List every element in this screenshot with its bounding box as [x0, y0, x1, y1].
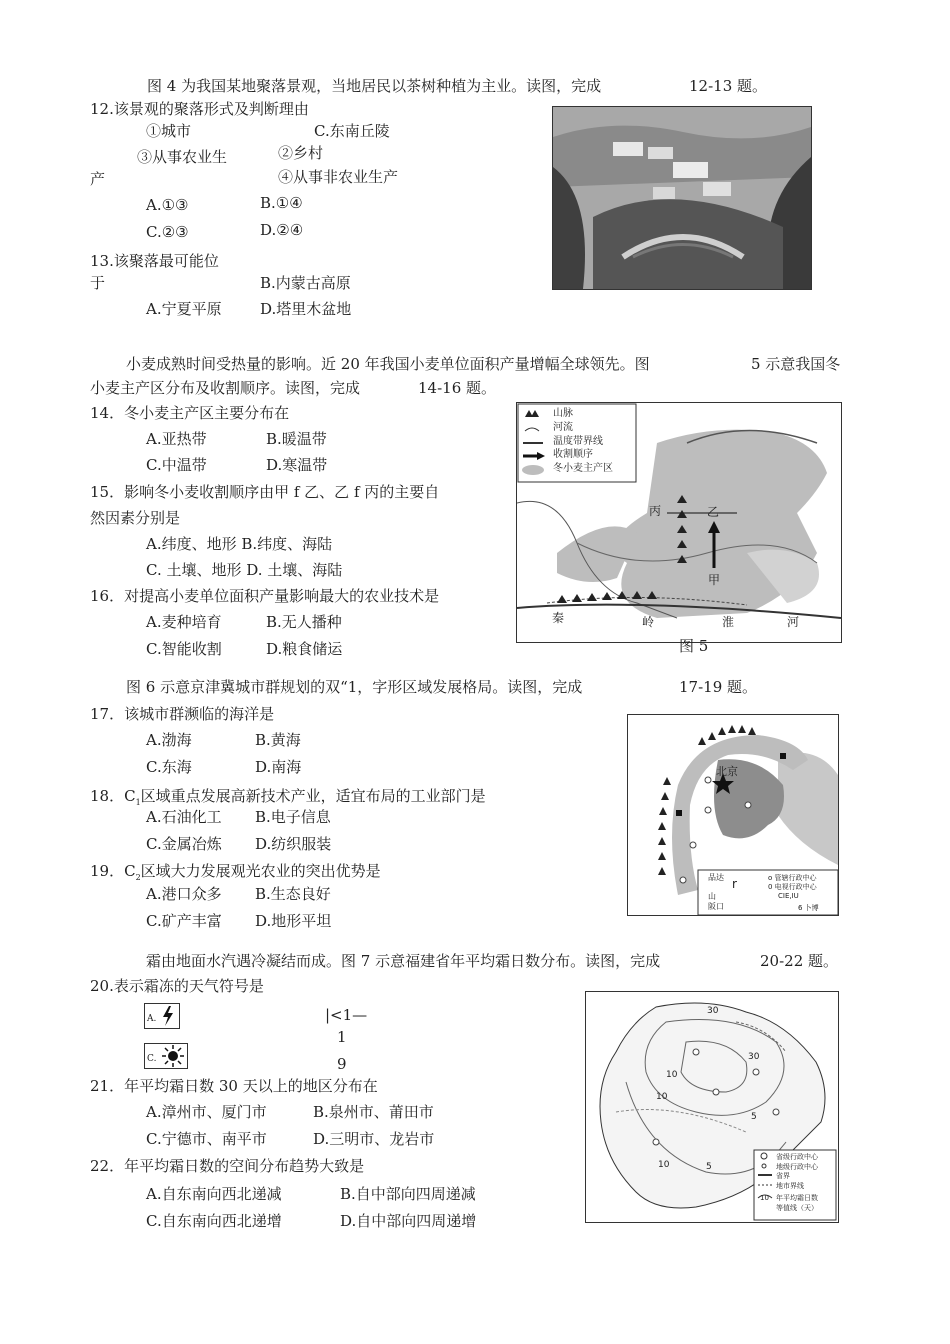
symbol-a-label: A. [147, 1014, 157, 1024]
q13-choice-a: A.宁夏平原 [146, 300, 222, 318]
legend-7-city-border: 地市界线 [776, 1182, 804, 1190]
q16-choice-c: C.智能收割 [146, 640, 222, 658]
q17-choice-d: D.南海 [255, 758, 302, 776]
option-2: ②乡村 [278, 144, 324, 162]
intro-14-16-range: 14-16 题。 [418, 379, 497, 397]
q15-choices-cd: C. 土壤、地形 D. 土壤、海陆 [146, 561, 343, 579]
contour-label-30b: 30 [748, 1052, 760, 1062]
q19-choice-a: A.港口众多 [146, 885, 222, 903]
q15-choices-ab: A.纬度、地形 B.纬度、海陆 [146, 535, 333, 553]
legend-7-isoline: 等值线（天） [776, 1204, 818, 1212]
question-13-cont: 于 [90, 274, 106, 292]
q16-choice-d: D.粮食储运 [266, 640, 343, 658]
legend-7-prefecture: 地级行政中心 [776, 1163, 818, 1171]
q18-choice-b: B.电子信息 [255, 808, 331, 826]
q19-choice-c: C.矿产丰富 [146, 912, 222, 930]
q21-choice-d: D.三明市、龙岩市 [313, 1130, 435, 1148]
q18-choice-d: D.纺织服装 [255, 835, 332, 853]
contour-label-30a: 30 [707, 1006, 719, 1016]
q12-choice-b: B.①④ [260, 194, 303, 212]
question-15-cont: 然因素分别是 [90, 509, 181, 527]
question-17: 17．该城市群濒临的海洋是 [90, 705, 275, 723]
q16-choice-b: B.无人播种 [266, 613, 342, 631]
q14-choice-d: D.寒温带 [266, 456, 328, 474]
q22-choice-b: B.自中部向四周递减 [340, 1185, 476, 1203]
legend-7-provincial: 省级行政中心 [776, 1153, 818, 1161]
q13-choice-b: B.内蒙古高原 [260, 274, 351, 292]
intro-20-22: 霜由地面水汽遇冷凝结而成。图 7 示意福建省年平均霜日数分布。读图，完成 [146, 952, 661, 970]
intro-17-19: 图 6 示意京津冀城市群规划的双“1，字形区域发展格局。读图，完成 [126, 678, 583, 696]
question-12: 12.该景观的聚落形式及判断理由 [90, 100, 309, 118]
legend-6-r4: 6 卜博 [798, 904, 819, 912]
label-qin: 秦 [552, 611, 565, 625]
legend-7-contour-num: 10 [760, 1194, 769, 1202]
q17-choice-c: C.东海 [146, 758, 192, 776]
legend-river: 河流 [553, 422, 573, 433]
label-jia: 甲 [708, 573, 721, 587]
label-bing: 丙 [649, 504, 662, 518]
question-18-prefix: 18．C [90, 787, 136, 805]
label-he: 河 [787, 615, 800, 629]
q19-choice-b: B.生态良好 [255, 885, 331, 903]
q21-choice-b: B.泉州市、莆田市 [313, 1103, 434, 1121]
intro-17-19-range: 17-19 题。 [679, 678, 758, 696]
option-4: ④从事非农业生产 [278, 168, 399, 186]
legend-6-r1: o 管辖行政中心 [768, 874, 817, 882]
legend-temperature-zone: 温度带界线 [553, 436, 603, 447]
intro-12-13: 图 4 为我国某地聚落景观，当地居民以茶树种植为主业。读图，完成 [147, 77, 602, 95]
q14-choice-b: B.暖温带 [266, 430, 327, 448]
contour-label-5b: 5 [706, 1162, 712, 1172]
legend-6-l3: 山 [708, 892, 716, 901]
legend-6-r3: CIE,IU [778, 892, 799, 900]
intro-14-16: 小麦成熟时间受热量的影响。近 20 年我国小麦单位面积产量增幅全球领先。图 [126, 355, 650, 373]
intro-14-16-fig: 5 示意我国冬 [751, 355, 841, 373]
question-16: 16．对提高小麦单位面积产量影响最大的农业技术是 [90, 587, 440, 605]
q17-choice-b: B.黄海 [255, 731, 301, 749]
question-18-sub: 1 [135, 798, 141, 807]
legend-7-province-border: 省界 [776, 1172, 790, 1180]
q13-choice-d: D.塔里木盆地 [260, 300, 352, 318]
option-1: ①城市 [146, 122, 192, 140]
legend-wheat-area: 冬小麦主产区 [553, 463, 613, 474]
fujian-frost-map [585, 991, 839, 1223]
q18-choice-c: C.金属冶炼 [146, 835, 222, 853]
question-20: 20.表示霜冻的天气符号是 [90, 977, 264, 995]
symbol-r1: |<1— [325, 1006, 368, 1024]
symbol-r2: 1 [337, 1028, 347, 1046]
q12-choice-d: D.②④ [260, 221, 304, 239]
symbol-c-label: C. [147, 1054, 157, 1064]
question-15: 15．影响冬小麦收割顺序由甲 f 乙、乙 f 丙的主要自 [90, 483, 440, 501]
contour-label-10c: 10 [658, 1160, 670, 1170]
label-beijing: 北京 [716, 765, 738, 778]
question-21: 21．年平均霜日数 30 天以上的地区分布在 [90, 1077, 378, 1095]
question-19 [90, 862, 381, 887]
intro-20-22-range: 20-22 题。 [760, 952, 839, 970]
label-huai: 淮 [722, 615, 735, 629]
legend-6-l4: 阪口 [708, 902, 724, 911]
legend-6-r2: 0 电视行政中心 [768, 883, 817, 891]
q22-choice-d: D.自中部向四周递增 [340, 1212, 477, 1230]
option-3-cont: 产 [90, 170, 106, 188]
wheat-map [516, 402, 842, 643]
jingjinji-map [627, 714, 839, 916]
contour-label-10a: 10 [666, 1070, 678, 1080]
intro-12-13-range: 12-13 题。 [689, 77, 768, 95]
q17-choice-a: A.渤海 [146, 731, 192, 749]
symbol-a-lightning-icon [144, 1003, 180, 1029]
question-19-text: 区域大力发展观光农业的突出优势是 [140, 862, 381, 880]
label-ling: 岭 [642, 615, 655, 629]
legend-mountain: 山脉 [553, 408, 573, 419]
settlement-photo [552, 106, 812, 290]
q21-choice-c: C.宁德市、南平市 [146, 1130, 267, 1148]
question-13: 13.该聚落最可能位 [90, 252, 219, 270]
label-yi: 乙 [707, 505, 720, 519]
q14-choice-c: C.中温带 [146, 456, 207, 474]
figure-5-caption: 图 5 [679, 637, 709, 655]
q22-choice-a: A.自东南向西北递减 [146, 1185, 282, 1203]
legend-harvest-order: 收割顺序 [553, 449, 593, 460]
intro-14-16-line2: 小麦主产区分布及收割顺序。读图，完成 [90, 379, 361, 397]
option-3: ③从事农业生 [137, 148, 228, 166]
question-22: 22．年平均霜日数的空间分布趋势大致是 [90, 1157, 365, 1175]
question-19-sub: 2 [135, 873, 141, 882]
legend-6-l2: r [732, 877, 737, 891]
symbol-c-sun-icon [144, 1043, 188, 1069]
question-14: 14．冬小麦主产区主要分布在 [90, 404, 290, 422]
contour-label-5a: 5 [751, 1112, 757, 1122]
contour-label-10b: 10 [656, 1092, 668, 1102]
q18-choice-a: A.石油化工 [146, 808, 222, 826]
q14-choice-a: A.亚热带 [146, 430, 207, 448]
q22-choice-c: C.自东南向西北递增 [146, 1212, 282, 1230]
q21-choice-a: A.漳州市、厦门市 [146, 1103, 267, 1121]
q12-choice-c: C.②③ [146, 223, 189, 241]
legend-7-frost-days: 年平均霜日数 [776, 1194, 818, 1202]
q16-choice-a: A.麦种培育 [146, 613, 222, 631]
option-c-region: C.东南丘陵 [314, 122, 390, 140]
q19-choice-d: D.地形平坦 [255, 912, 332, 930]
legend-6-l1: 品达 [708, 873, 724, 882]
question-19-prefix: 19．C [90, 862, 136, 880]
question-18-text: 区域重点发展高新技术产业，适宜布局的工业部门是 [140, 787, 486, 805]
q12-choice-a: A.①③ [146, 196, 189, 214]
symbol-r3: 9 [337, 1055, 347, 1073]
